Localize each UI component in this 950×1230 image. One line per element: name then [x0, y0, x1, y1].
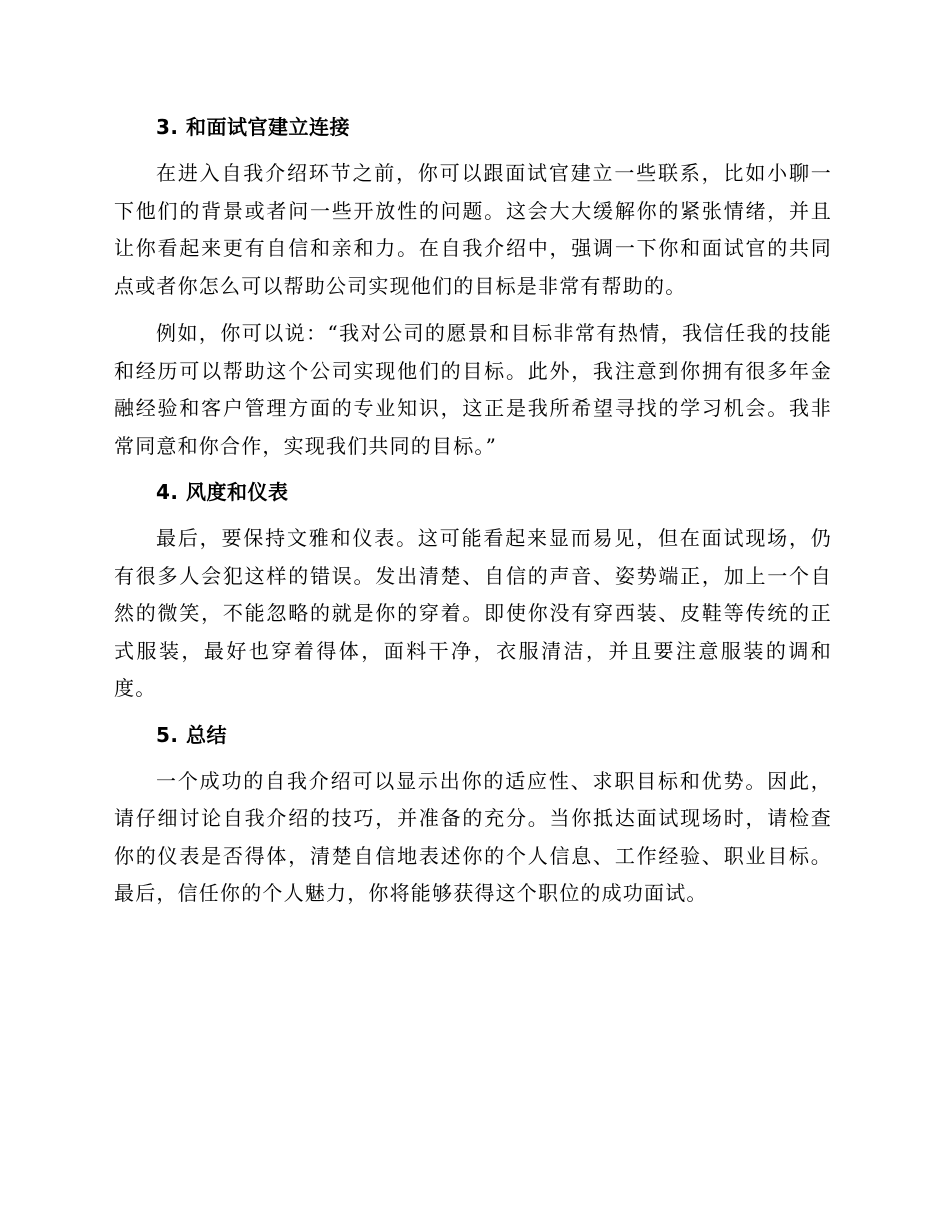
- paragraph: 最后，要保持文雅和仪表。这可能看起来显而易见，但在面试现场，仍有很多人会犯这样的错误。发出清楚、自信的声音、姿势端正，加上一个自然的微笑，不能忽略的就是你的穿着。即使你没有穿西装、皮鞋等传统的正式服装，最好也穿着得体，面料干净，衣服清洁，并且要注意服装的调和度。: [114, 526, 832, 700]
- document-body: [114, 110, 832, 923]
- section-demeanor: [114, 475, 832, 708]
- paragraph: 一个成功的自我介绍可以显示出你的适应性、求职目标和优势。因此，请仔细讨论自我介绍的技巧，并准备的充分。当你抵达面试现场时，请检查你的仪表是否得体，清楚自信地表述你的个人信息、工作经验、职业目标。最后，信任你的个人魅力，你将能够获得这个职位的成功面试。: [114, 768, 832, 905]
- section-heading: 3. 和面试官建立连接: [156, 115, 350, 139]
- paragraph: 例如，你可以说：“我对公司的愿景和目标非常有热情，我信任我的技能和经历可以帮助这个公司实现他们的目标。此外，我注意到你拥有很多年金融经验和客户管理方面的专业知识，这正是我所希望寻找的学习机会。我非常同意和你合作，实现我们共同的目标。”: [114, 321, 832, 458]
- section-heading: 4. 风度和仪表: [156, 480, 289, 504]
- section-connect-interviewer: [114, 110, 832, 465]
- section-summary: [114, 718, 832, 913]
- section-heading: 5. 总结: [156, 722, 227, 747]
- paragraph: 在进入自我介绍环节之前，你可以跟面试官建立一些联系，比如小聊一下他们的背景或者问一些开放性的问题。这会大大缓解你的紧张情绪，并且让你看起来更有自信和亲和力。在自我介绍中，强调一下你和面试官的共同点或者你怎么可以帮助公司实现他们的目标是非常有帮助的。: [114, 161, 832, 298]
